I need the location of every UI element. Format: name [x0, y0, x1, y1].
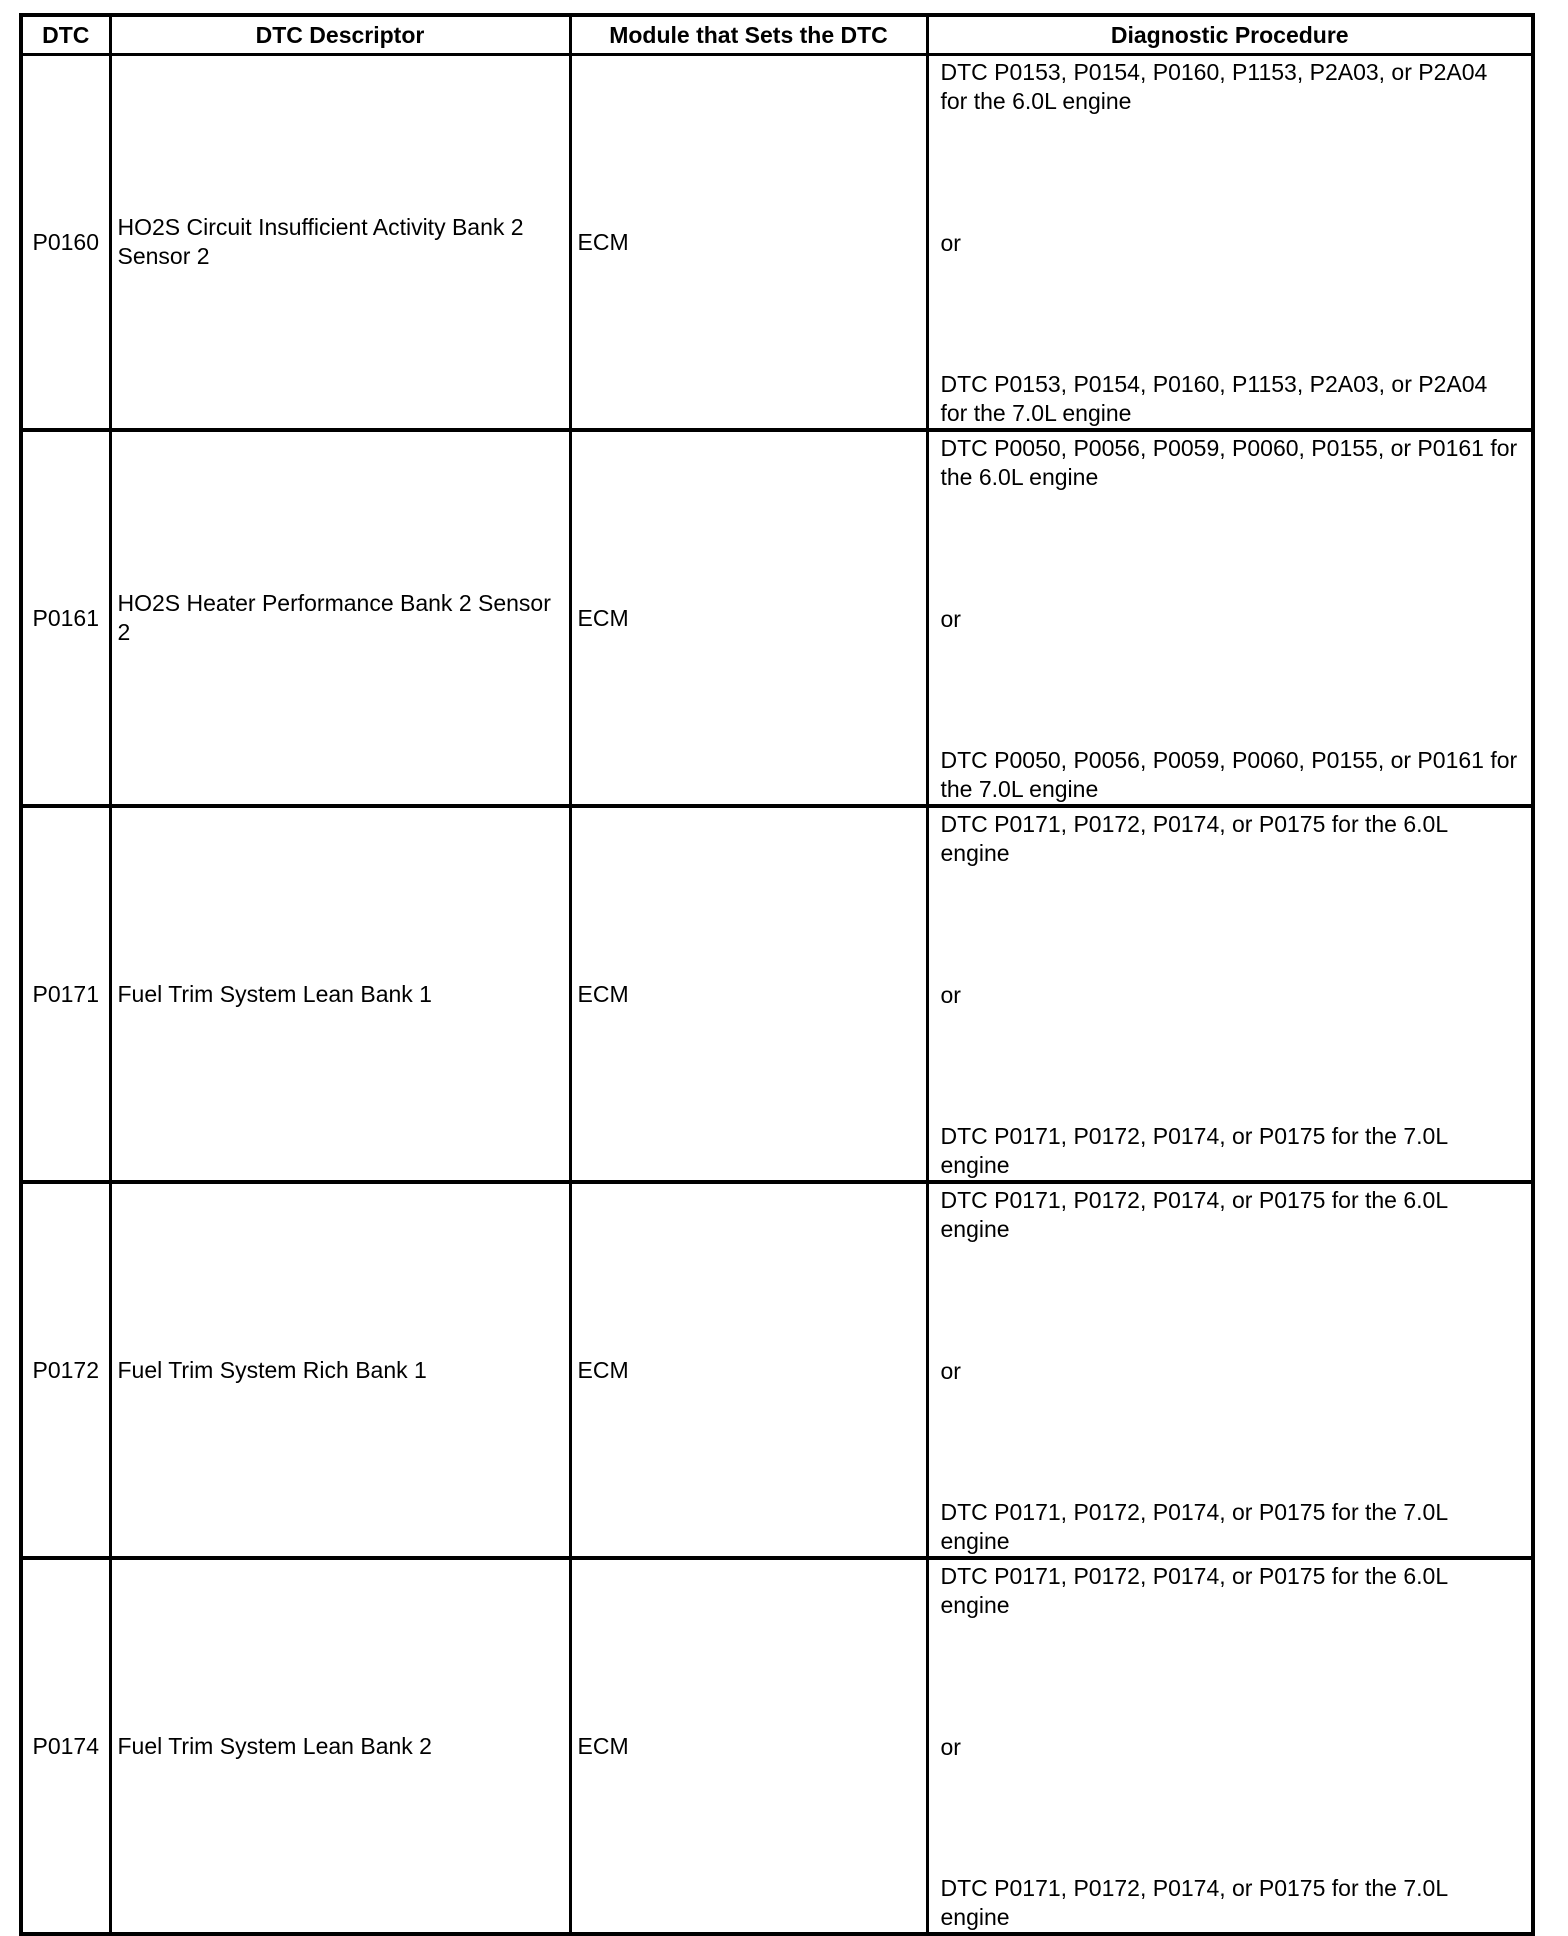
procedure-stack	[935, 1184, 1526, 1556]
table-row	[21, 1182, 1533, 1558]
module-cell: ECM	[570, 55, 927, 431]
procedure-stack	[935, 808, 1526, 1180]
procedure-link-6-0l[interactable]: DTC P0050, P0056, P0059, P0060, P0155, or P0161 for the 6.0L engine	[940, 435, 1518, 490]
dtc-code-cell: P0172	[21, 1182, 110, 1558]
table-row	[21, 806, 1533, 1182]
procedure-stack	[935, 432, 1526, 804]
diagnostic-procedure-cell	[927, 1182, 1533, 1558]
procedure-link-7-0l[interactable]: DTC P0171, P0172, P0174, or P0175 for the 7.0L engine	[940, 1123, 1448, 1178]
table-body	[21, 55, 1533, 1935]
procedure-link-6-0l[interactable]: DTC P0171, P0172, P0174, or P0175 for the 6.0L engine	[940, 1563, 1448, 1618]
diagnostic-procedure-cell	[927, 55, 1533, 431]
module-cell: ECM	[570, 806, 927, 1182]
module-cell: ECM	[570, 430, 927, 806]
table-header	[21, 15, 1533, 55]
procedure-link-6-0l[interactable]: DTC P0171, P0172, P0174, or P0175 for the 6.0L engine	[940, 811, 1448, 866]
dtc-code-cell: P0161	[21, 430, 110, 806]
dtc-table	[19, 13, 1535, 1936]
header-dtc: DTC	[21, 15, 110, 55]
procedure-separator-or: or	[940, 1357, 961, 1384]
table-row	[21, 430, 1533, 806]
procedure-link-7-0l[interactable]: DTC P0171, P0172, P0174, or P0175 for the 7.0L engine	[940, 1875, 1448, 1930]
procedure-separator-or: or	[940, 981, 961, 1008]
dtc-code-cell: P0160	[21, 55, 110, 431]
dtc-descriptor-cell: Fuel Trim System Rich Bank 1	[110, 1182, 570, 1558]
dtc-descriptor-cell: Fuel Trim System Lean Bank 2	[110, 1558, 570, 1934]
procedure-link-6-0l[interactable]: DTC P0153, P0154, P0160, P1153, P2A03, or P2A04 for the 6.0L engine	[940, 59, 1488, 114]
procedure-link-6-0l[interactable]: DTC P0171, P0172, P0174, or P0175 for the 6.0L engine	[940, 1187, 1448, 1242]
table-row	[21, 55, 1533, 431]
procedure-separator-or: or	[940, 229, 961, 256]
procedure-link-7-0l[interactable]: DTC P0171, P0172, P0174, or P0175 for the 7.0L engine	[940, 1499, 1448, 1554]
procedure-link-7-0l[interactable]: DTC P0153, P0154, P0160, P1153, P2A03, or P2A04 for the 7.0L engine	[940, 371, 1488, 426]
dtc-descriptor-cell: HO2S Heater Performance Bank 2 Sensor 2	[110, 430, 570, 806]
dtc-code-cell: P0174	[21, 1558, 110, 1934]
procedure-separator-or: or	[940, 1733, 961, 1760]
diagnostic-procedure-cell	[927, 430, 1533, 806]
procedure-link-7-0l[interactable]: DTC P0050, P0056, P0059, P0060, P0155, or P0161 for the 7.0L engine	[940, 747, 1518, 802]
dtc-descriptor-cell: Fuel Trim System Lean Bank 1	[110, 806, 570, 1182]
diagnostic-procedure-cell	[927, 1558, 1533, 1934]
module-cell: ECM	[570, 1558, 927, 1934]
dtc-descriptor-cell: HO2S Circuit Insufficient Activity Bank 2 Sensor 2	[110, 55, 570, 431]
diagnostic-procedure-cell	[927, 806, 1533, 1182]
procedure-stack	[935, 1560, 1526, 1932]
procedure-stack	[935, 56, 1526, 428]
dtc-code-cell: P0171	[21, 806, 110, 1182]
header-dtc-descriptor: DTC Descriptor	[110, 15, 570, 55]
header-module: Module that Sets the DTC	[570, 15, 927, 55]
header-row	[21, 15, 1533, 55]
procedure-separator-or: or	[940, 605, 961, 632]
table-row	[21, 1558, 1533, 1934]
header-diagnostic-procedure: Diagnostic Procedure	[927, 15, 1533, 55]
module-cell: ECM	[570, 1182, 927, 1558]
